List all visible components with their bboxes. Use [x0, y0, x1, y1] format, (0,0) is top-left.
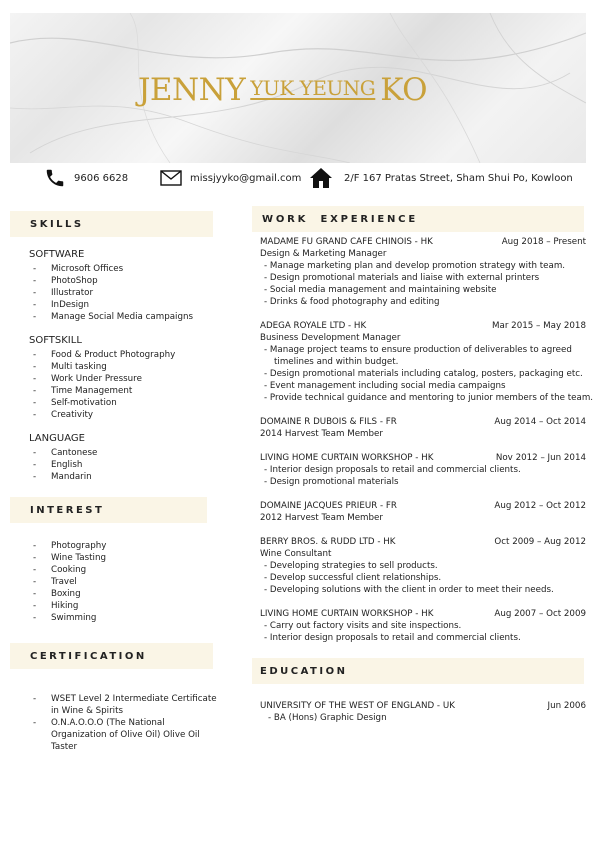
job-bullet: - Interior design proposals to retail and commercial clients.: [264, 465, 521, 475]
job-role: Wine Consultant: [260, 549, 332, 559]
header-banner: [10, 13, 586, 163]
interest-heading-text: INTEREST: [30, 504, 105, 516]
list-item: - Wine Tasting: [29, 552, 106, 564]
skill-group-title: SOFTWARE: [29, 249, 85, 260]
job-dates: Aug 2012 – Oct 2012: [494, 501, 586, 511]
certification-heading-text: CERTIFICATION: [30, 650, 147, 662]
job-company: LIVING HOME CURTAIN WORKSHOP - HK: [260, 453, 434, 463]
list-item: - WSET Level 2 Intermediate Certificate in Wine & Spirits: [29, 693, 221, 717]
list-item: - Boxing: [29, 588, 106, 600]
home-icon: [309, 167, 333, 189]
list-item: - O.N.A.O.O.O (The National Organization of Olive Oil) Olive Oil Taster: [29, 717, 221, 753]
job-bullet: - Design promotional materials and liaise with external printers: [264, 273, 540, 283]
job-dates: Aug 2007 – Oct 2009: [494, 609, 586, 619]
education-entry: [260, 700, 586, 724]
job-company: LIVING HOME CURTAIN WORKSHOP - HK: [260, 609, 434, 619]
job-bullet: - Carry out factory visits and site inspections.: [264, 621, 462, 631]
contact-email: [160, 166, 301, 190]
name-middle: YUK YEUNG: [250, 76, 376, 100]
job-dates: Nov 2012 – Jun 2014: [495, 453, 586, 463]
job-bullet: - Design promotional materials: [264, 477, 399, 487]
list-item: - Illustrator: [29, 287, 193, 299]
job-role: Business Development Manager: [260, 333, 401, 343]
work-heading-text: WORK EXPERIENCE: [262, 213, 418, 225]
list-item: - English: [29, 459, 97, 471]
contact-address: [309, 166, 573, 190]
list-item: - Food & Product Photography: [29, 349, 175, 361]
list-item: - Photography: [29, 540, 106, 552]
job-role: Design & Marketing Manager: [260, 249, 387, 259]
list-item: - Self-motivation: [29, 397, 175, 409]
list-item: - Cantonese: [29, 447, 97, 459]
phone-icon: [44, 167, 66, 189]
education-degree: - BA (Hons) Graphic Design: [268, 713, 387, 723]
job-bullet: - Provide technical guidance and mentoring to junior members of the team.: [264, 393, 594, 403]
job-role: 2014 Harvest Team Member: [260, 429, 383, 439]
skills-language: [29, 433, 97, 483]
job-bullet: - Developing strategies to sell products.: [264, 561, 438, 571]
list-item: - Multi tasking: [29, 361, 175, 373]
email-address[interactable]: missjyyko@gmail.com: [190, 172, 302, 184]
job-company: DOMAINE R DUBOIS & FILS - FR: [260, 417, 397, 427]
job-bullet: - Design promotional materials including catalog, posters, packaging etc.: [264, 369, 583, 379]
skills-heading: [10, 211, 213, 237]
job-entry: [260, 416, 586, 440]
job-bullet: - Develop successful client relationships.: [264, 573, 442, 583]
job-role: 2012 Harvest Team Member: [260, 513, 383, 523]
list-item: - Travel: [29, 576, 106, 588]
list-item: - InDesign: [29, 299, 193, 311]
phone-number: 9606 6628: [74, 172, 129, 184]
education-heading-text: EDUCATION: [260, 665, 348, 677]
job-dates: Aug 2018 – Present: [501, 237, 586, 247]
candidate-name: [138, 72, 428, 108]
name-last: KO: [380, 72, 428, 108]
skills-softskill: [29, 335, 175, 421]
list-item: - PhotoShop: [29, 275, 193, 287]
skill-group-title: LANGUAGE: [29, 433, 85, 444]
list-item: - Microsoft Offices: [29, 263, 193, 275]
envelope-icon: [160, 170, 182, 186]
name-first: JENNY: [138, 72, 246, 108]
list-item: - Manage Social Media campaigns: [29, 311, 193, 323]
interest-list: [29, 540, 106, 624]
list-item: - Hiking: [29, 600, 106, 612]
job-entry: [260, 608, 586, 644]
address-text: 2/F 167 Pratas Street, Sham Shui Po, Kowloon: [344, 172, 573, 184]
list-item: - Swimming: [29, 612, 106, 624]
job-company: MADAME FU GRAND CAFE CHINOIS - HK: [260, 237, 433, 247]
list-item: - Creativity: [29, 409, 175, 421]
job-entry: [260, 536, 586, 596]
skills-software: [29, 249, 193, 323]
contact-phone: [44, 166, 128, 190]
job-entry: [260, 452, 586, 488]
certification-list: [29, 693, 221, 753]
job-dates: Aug 2014 – Oct 2014: [494, 417, 586, 427]
list-item: - Cooking: [29, 564, 106, 576]
job-bullet: - Social media management and maintaining website: [264, 285, 497, 295]
job-bullet: - Event management including social media campaigns: [264, 381, 506, 391]
list-item: - Time Management: [29, 385, 175, 397]
job-bullet: - Manage project teams to ensure production of deliverables to agreed: [264, 345, 572, 355]
job-bullet: - Interior design proposals to retail and commercial clients.: [264, 633, 521, 643]
list-item: - Work Under Pressure: [29, 373, 175, 385]
education-school: UNIVERSITY OF THE WEST OF ENGLAND - UK: [260, 701, 455, 711]
education-date: Jun 2006: [547, 701, 586, 711]
job-bullet: - Drinks & food photography and editing: [264, 297, 440, 307]
job-bullet: - Developing solutions with the client in order to meet their needs.: [264, 585, 554, 595]
job-entry: [260, 320, 594, 404]
certification-heading: [10, 643, 213, 669]
education-heading: [252, 658, 584, 684]
interest-heading: [10, 497, 207, 523]
skill-group-title: SOFTSKILL: [29, 335, 82, 346]
job-entry: [260, 236, 586, 308]
job-entry: [260, 500, 586, 524]
job-dates: Oct 2009 – Aug 2012: [494, 537, 586, 547]
job-bullet: - Manage marketing plan and develop promotion strategy with team.: [264, 261, 566, 271]
job-bullet: timelines and within budget.: [274, 357, 399, 367]
skills-heading-text: SKILLS: [30, 218, 84, 230]
job-dates: Mar 2015 – May 2018: [492, 321, 586, 331]
job-company: BERRY BROS. & RUDD LTD - HK: [260, 537, 396, 547]
work-heading: [252, 206, 584, 232]
list-item: - Mandarin: [29, 471, 97, 483]
job-company: ADEGA ROYALE LTD - HK: [260, 321, 367, 331]
job-company: DOMAINE JACQUES PRIEUR - FR: [260, 501, 397, 511]
